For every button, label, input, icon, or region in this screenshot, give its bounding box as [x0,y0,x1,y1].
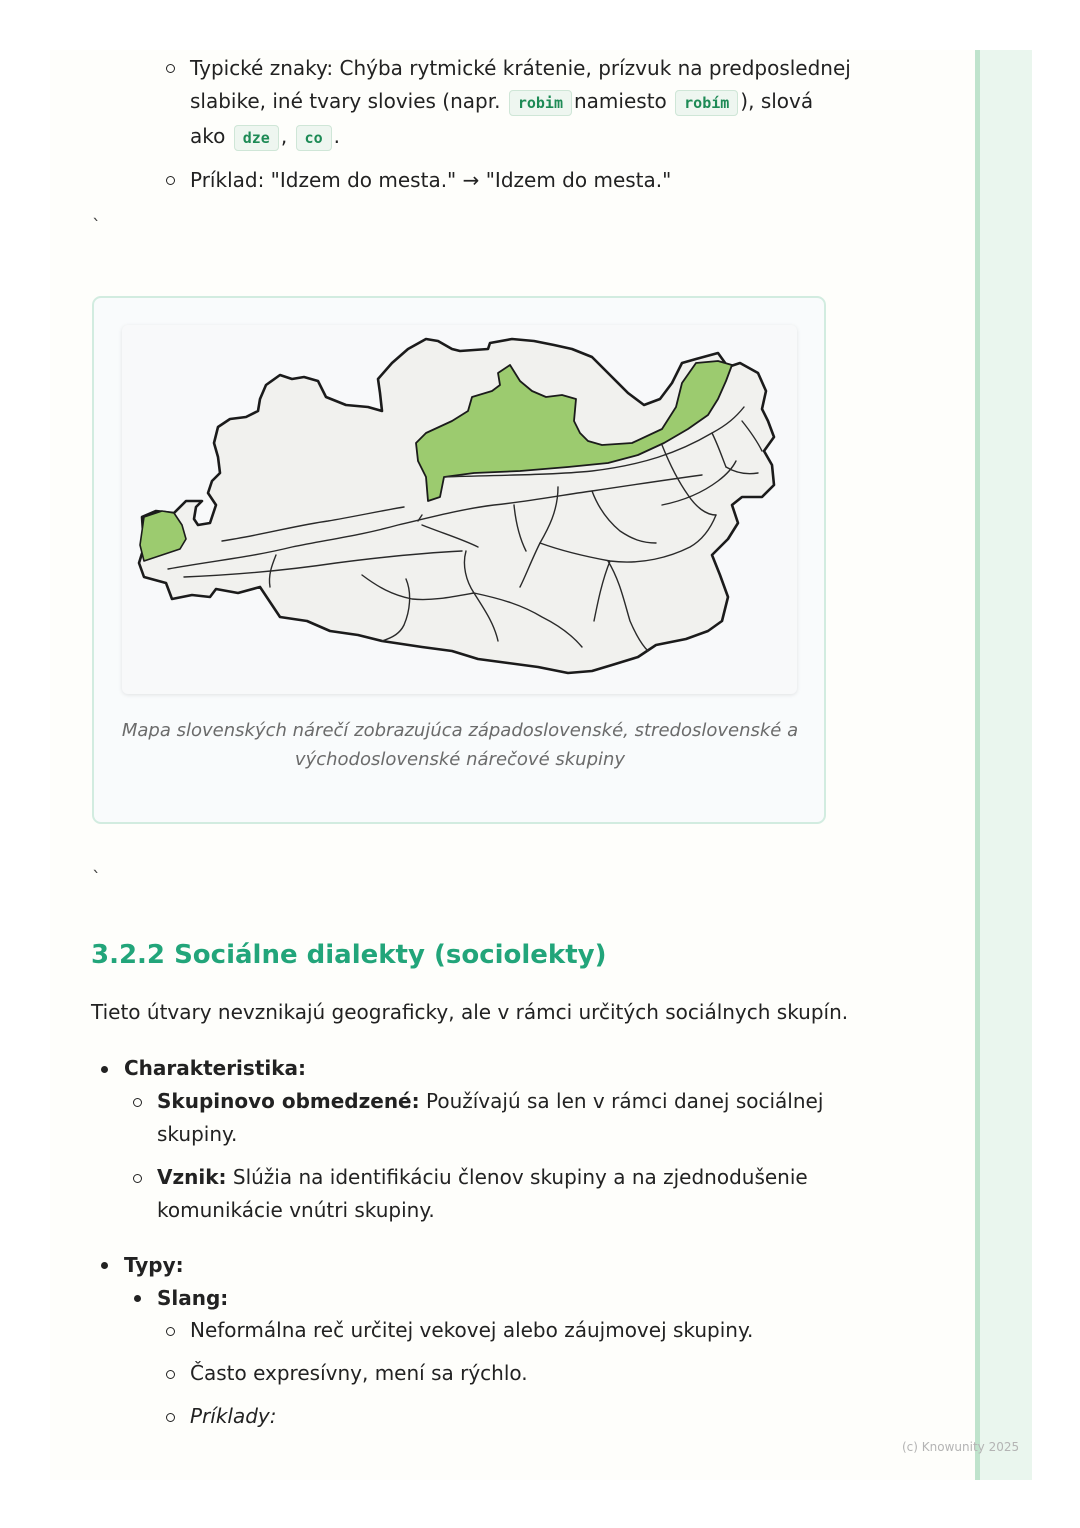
side-panel [975,50,1032,1480]
slang-item: Príklady: [190,1404,277,1428]
list-item-slang: Slang: [157,1286,229,1310]
list-bullet [166,1413,175,1422]
slang-item: Neformálna reč určitej vekovej alebo záujmovej skupiny. [190,1318,754,1342]
list-item-typy: Typy: [124,1253,184,1277]
dialect-map [122,325,797,694]
list-bullet [134,1295,141,1302]
list-bullet [166,64,175,73]
list-bullet [166,176,175,185]
list-bullet [166,1327,175,1336]
inline-code: co [296,125,332,151]
figure-caption: Mapa slovenských nárečí zobrazujúca západoslovenské, stredoslovenské a východoslovenské nárečové skupiny [121,720,799,770]
stray-backtick: ` [92,868,101,889]
inline-code: robím [675,90,738,116]
list-item-vznik: Vznik: Slúžia na identifikáciu členov skupiny a na zjednodušenie komunikácie vnútri skupiny. [157,1165,808,1222]
list-bullet [166,1370,175,1379]
list-bullet [133,1098,142,1107]
inline-code: robim [509,90,572,116]
list-bullet [101,1262,108,1269]
inline-code: dze [234,125,279,151]
map-outline [139,339,774,673]
list-bullet [133,1174,142,1183]
list-item-priklad: Príklad: "Idzem do mesta." → "Idzem do mesta." [190,168,672,192]
list-item-typicke-znaky: Typické znaky: Chýba rytmické krátenie, prízvuk na predposlednej slabike, iné tvary slovies (napr. robim namiesto robím ), slová ako dze , co . [190,52,851,155]
stray-backtick: ` [92,216,101,237]
copyright-footer: (c) Knowunity 2025 [902,1440,1020,1454]
list-bullet [101,1066,108,1073]
list-item-skupinovo: Skupinovo obmedzené: Používajú sa len v rámci danej sociálnej skupiny. [157,1089,824,1146]
section-heading: 3.2.2 Sociálne dialekty (sociolekty) [91,940,607,970]
slang-item: Často expresívny, mení sa rýchlo. [190,1361,528,1385]
section-intro: Tieto útvary nevznikajú geograficky, ale v rámci určitých sociálnych skupín. [91,1000,849,1024]
list-item-charakteristika: Charakteristika: [124,1056,307,1080]
map-card [122,325,797,694]
